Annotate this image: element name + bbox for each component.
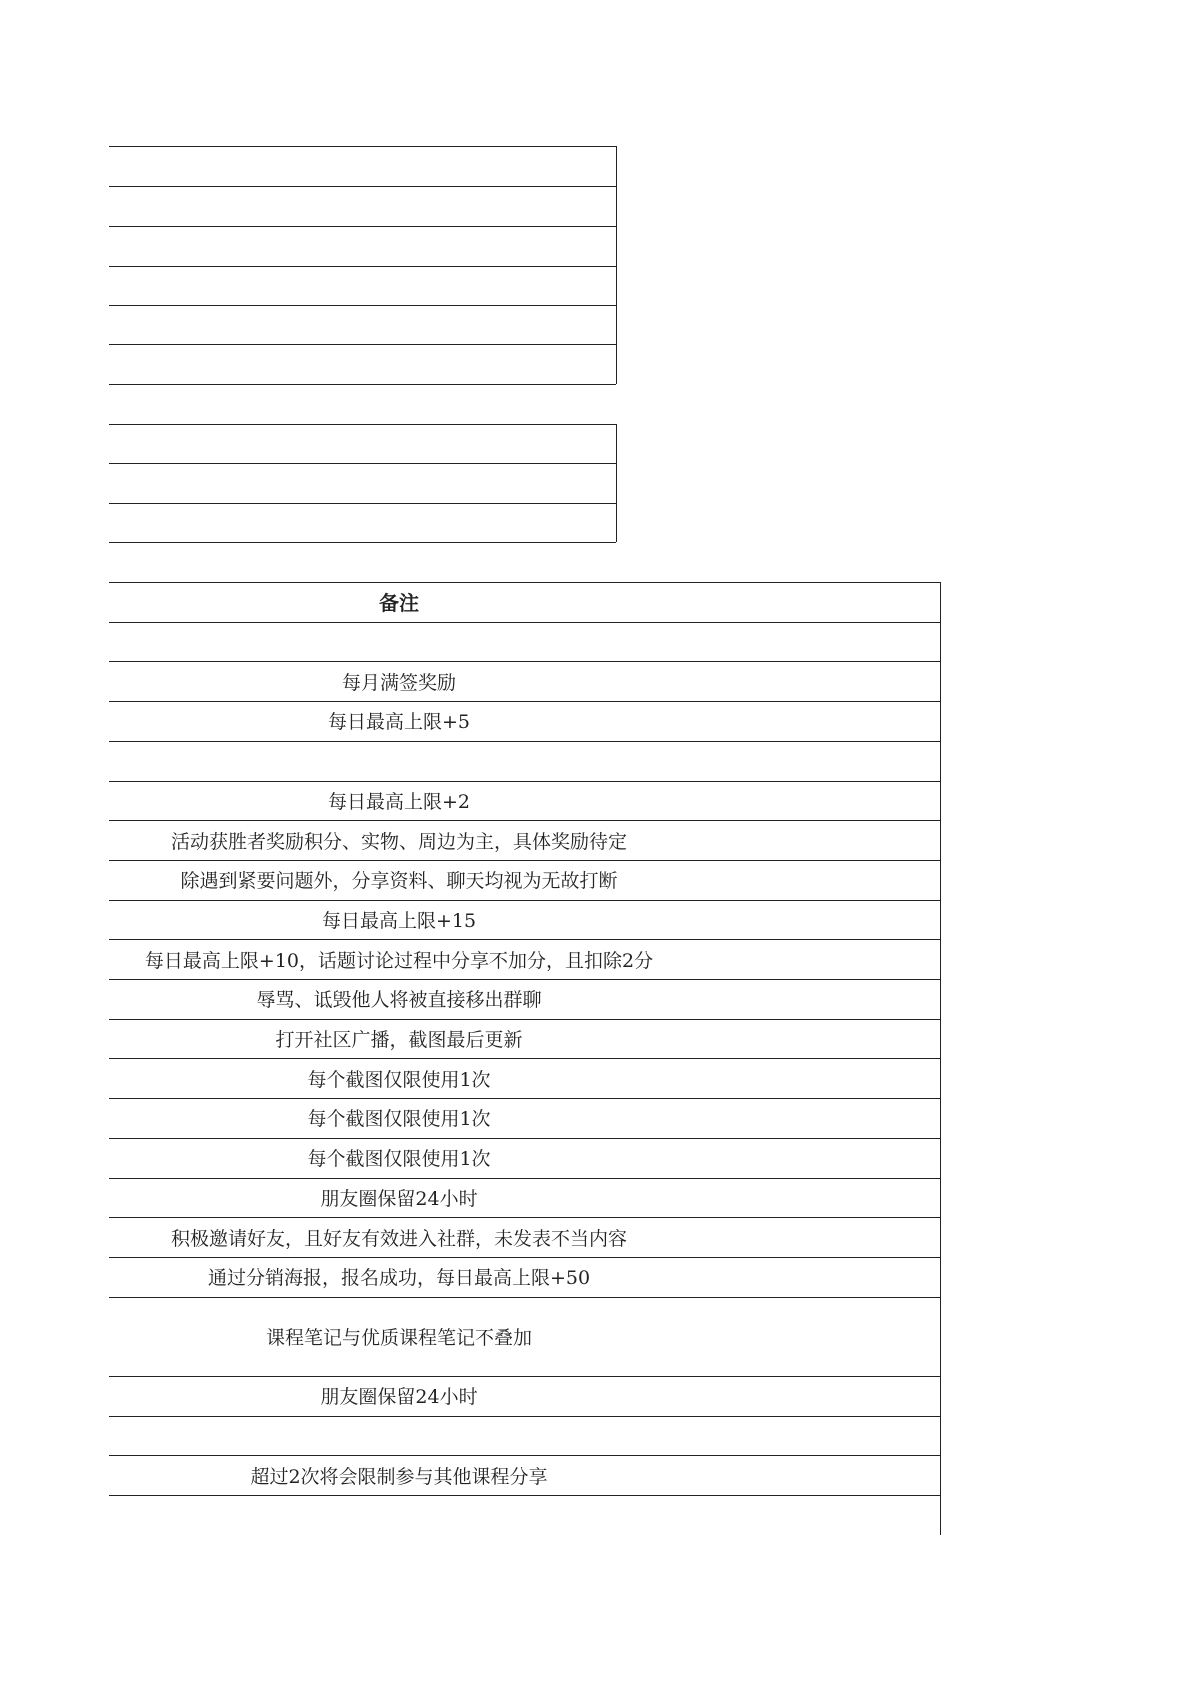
note-text: 每日最高上限+15 xyxy=(321,909,477,932)
grid-line xyxy=(109,226,616,227)
notes-cell[interactable] xyxy=(109,1416,940,1456)
notes-cell[interactable] xyxy=(109,1217,940,1257)
notes-cell[interactable] xyxy=(109,820,940,860)
notes-cell[interactable] xyxy=(109,860,940,900)
notes-cell[interactable] xyxy=(109,661,940,701)
notes-cell[interactable] xyxy=(109,1376,940,1416)
grid-line xyxy=(109,146,616,147)
note-text: 每日最高上限+5 xyxy=(327,711,471,734)
note-text: 课程笔记与优质课程笔记不叠加 xyxy=(265,1326,533,1349)
grid-line xyxy=(109,186,616,187)
notes-cell[interactable] xyxy=(109,1098,940,1138)
notes-cell[interactable] xyxy=(109,900,940,940)
notes-cell[interactable] xyxy=(109,781,940,821)
notes-cell[interactable] xyxy=(109,979,940,1019)
note-text: 每日最高上限+10，话题讨论过程中分享不加分，且扣除2分 xyxy=(144,949,654,972)
notes-cell[interactable] xyxy=(109,1495,940,1535)
note-text: 超过2次将会限制参与其他课程分享 xyxy=(250,1465,548,1488)
note-text: 积极邀请好友，且好友有效进入社群，未发表不当内容 xyxy=(170,1227,628,1250)
notes-cell[interactable] xyxy=(109,1019,940,1059)
grid-line xyxy=(616,146,617,384)
note-text: 每个截图仅限使用1次 xyxy=(307,1148,491,1171)
note-text: 打开社区广播，截图最后更新 xyxy=(275,1029,523,1052)
notes-cell[interactable] xyxy=(109,1058,940,1098)
note-text: 每个截图仅限使用1次 xyxy=(307,1108,491,1131)
note-text: 除遇到紧要问题外，分享资料、聊天均视为无故打断 xyxy=(180,870,618,893)
note-text: 通过分销海报，报名成功，每日最高上限+50 xyxy=(207,1267,591,1290)
grid-line xyxy=(109,424,616,425)
notes-cell[interactable] xyxy=(109,1297,940,1376)
grid-line xyxy=(109,344,616,345)
grid-line xyxy=(109,305,616,306)
grid-line xyxy=(940,582,941,1535)
notes-cell[interactable] xyxy=(109,701,940,741)
notes-cell[interactable] xyxy=(109,622,940,662)
notes-cell[interactable] xyxy=(109,1455,940,1495)
grid-line xyxy=(109,266,616,267)
grid-line xyxy=(109,463,616,464)
note-text: 每月满签奖励 xyxy=(341,671,457,694)
notes-cell[interactable] xyxy=(109,1178,940,1218)
grid-line xyxy=(616,424,617,542)
notes-cell[interactable] xyxy=(109,1257,940,1297)
notes-header: 备注 xyxy=(379,591,419,616)
note-text: 活动获胜者奖励积分、实物、周边为主，具体奖励待定 xyxy=(170,830,628,853)
note-text: 每日最高上限+2 xyxy=(327,790,471,813)
notes-cell[interactable] xyxy=(109,741,940,781)
notes-cell[interactable] xyxy=(109,939,940,979)
notes-cell[interactable] xyxy=(109,1138,940,1178)
notes-header-cell xyxy=(109,582,940,622)
note-text: 辱骂、诋毁他人将被直接移出群聊 xyxy=(256,989,542,1012)
grid-line xyxy=(109,384,616,385)
grid-line xyxy=(109,542,616,543)
note-text: 每个截图仅限使用1次 xyxy=(307,1068,491,1091)
grid-line xyxy=(109,503,616,504)
note-text: 朋友圈保留24小时 xyxy=(320,1386,478,1409)
note-text: 朋友圈保留24小时 xyxy=(320,1187,478,1210)
